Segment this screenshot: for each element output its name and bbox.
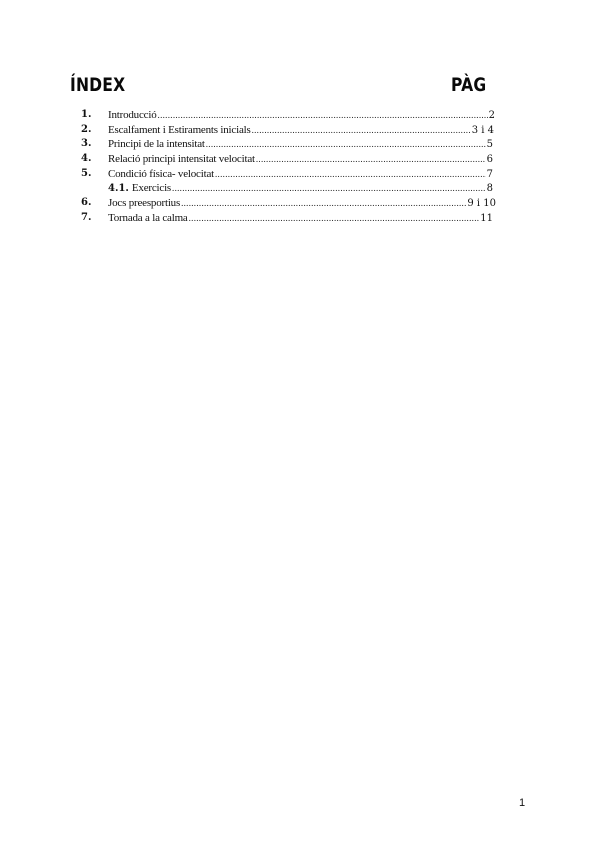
toc-entry-subnumber: 4.1.: [108, 183, 129, 195]
toc-entry-page: 11: [480, 212, 493, 224]
footer-page-number: 1: [519, 797, 526, 809]
toc-leader-dots: [158, 108, 488, 123]
page-column-title: PÀG: [451, 74, 487, 96]
toc-entry-exercicis[interactable]: [76, 181, 496, 196]
table-of-contents: [76, 108, 496, 226]
toc-entry-page: 3 i 4: [471, 124, 494, 136]
toc-entry-title: Condició física- velocitat: [108, 167, 214, 180]
toc-entry-page: 6: [486, 154, 493, 166]
toc-leader-dots: [252, 123, 471, 138]
toc-entry-page: 8: [486, 183, 493, 195]
toc-entry-title: Introducció: [108, 109, 157, 121]
toc-entry-principi-intensitat[interactable]: [76, 137, 496, 152]
toc-entry-page: 7: [486, 168, 493, 180]
toc-leader-dots: [256, 152, 486, 167]
toc-entry-title: Escalfament i Estiraments inicials: [108, 123, 251, 136]
toc-leader-dots: [172, 181, 486, 196]
toc-leader-dots: [215, 167, 486, 182]
toc-entry-relacio[interactable]: [76, 152, 496, 167]
toc-leader-dots: [189, 211, 480, 226]
toc-entry-title: Principi de la intensitat: [108, 138, 205, 151]
toc-entry-title: Jocs preesportius: [108, 197, 181, 210]
toc-entry-condicio-fisica[interactable]: [76, 167, 496, 182]
toc-entry-number: 4.: [81, 153, 92, 165]
toc-entry-page: 2: [488, 110, 495, 121]
toc-entry-number: 7.: [81, 211, 92, 223]
toc-entry-page: 5: [486, 139, 493, 151]
toc-leader-dots: [206, 137, 486, 152]
toc-entry-title: Exercicis: [131, 182, 172, 195]
toc-entry-page: 9 i 10: [467, 198, 496, 210]
toc-entry-number: 2.: [81, 123, 92, 135]
toc-entry-jocs-preesportius[interactable]: [76, 196, 496, 211]
toc-entry-tornada-calma[interactable]: [76, 211, 496, 226]
toc-entry-title: Relació principi intensitat velocitat: [108, 153, 255, 166]
toc-entry-escalfament[interactable]: [76, 123, 496, 138]
toc-entry-number: 6.: [81, 197, 92, 209]
toc-entry-number: 3.: [81, 138, 92, 150]
index-title: ÍNDEX: [70, 74, 126, 96]
toc-leader-dots: [181, 196, 466, 211]
toc-entry-number: 1.: [81, 109, 92, 120]
toc-entry-title: Tornada a la calma: [108, 211, 188, 224]
toc-entry-number: 5.: [81, 167, 92, 179]
toc-entry-introduccio[interactable]: [76, 108, 496, 123]
